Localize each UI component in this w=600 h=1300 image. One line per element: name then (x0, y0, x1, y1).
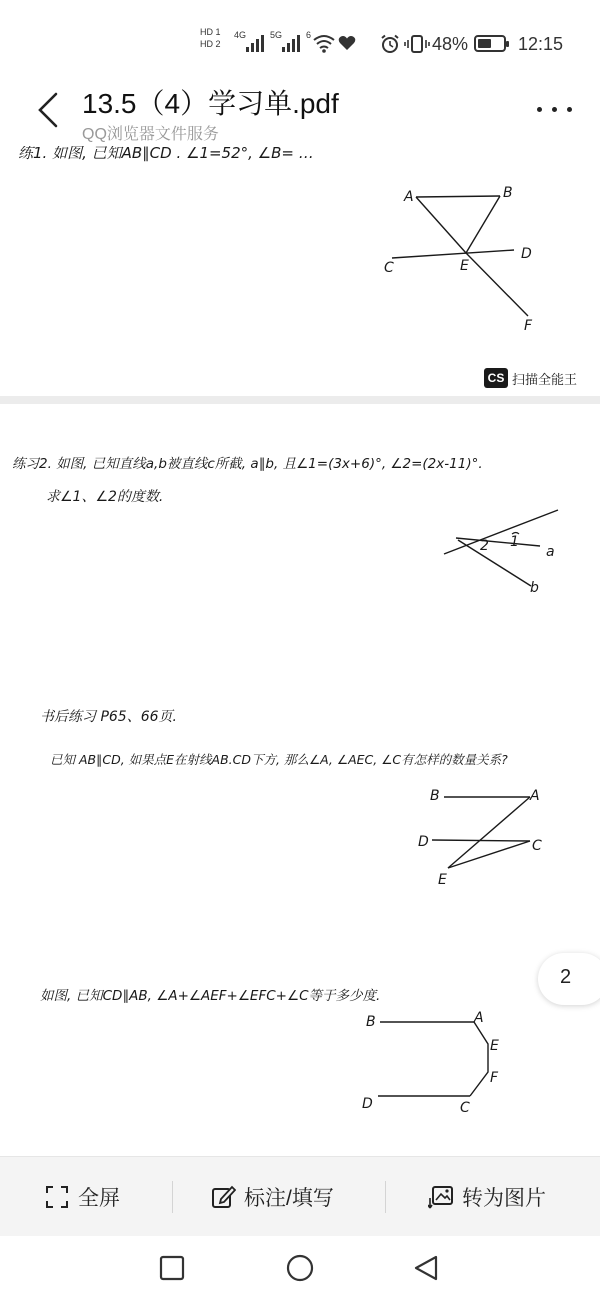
heart-icon (338, 35, 356, 51)
fig1-label-e: E (460, 258, 469, 274)
fullscreen-icon (44, 1184, 70, 1210)
fig3-label-e: E (438, 872, 447, 888)
exercise-1-figure (370, 176, 560, 336)
wifi-gen: 6 (306, 30, 312, 40)
homework-text: 书后练习 P65、66页. (40, 709, 177, 725)
fig2-angle-1: 1 (510, 534, 519, 550)
file-source: QQ浏览器文件服务 (82, 126, 219, 143)
camscanner-logo: CS (484, 368, 508, 388)
signal-2-icon (282, 34, 300, 52)
problem-4-figure (350, 1002, 520, 1122)
fig3-label-c: C (532, 838, 542, 854)
wifi-icon (312, 33, 336, 53)
clock: 12:15 (518, 34, 564, 54)
status-bar (0, 0, 600, 80)
fig1-label-c: C (384, 260, 394, 276)
problem-3-text: 已知 AB∥CD, 如果点E在射线AB.CD下方, 那么∠A, ∠AEC, ∠C有怎样的数量关系? (50, 752, 508, 767)
fig2-line-a: a (546, 544, 555, 560)
problem-3-figure (412, 780, 552, 890)
home-button[interactable] (284, 1252, 316, 1284)
bottom-toolbar (0, 1156, 600, 1236)
toolbar-divider (172, 1181, 173, 1213)
triangle-back-icon (410, 1252, 442, 1284)
exercise-1-text: 练1. 如图, 已知AB∥CD . ∠1=52°, ∠B= … (18, 146, 314, 162)
nav-back-button[interactable] (410, 1252, 442, 1284)
toolbar-divider (385, 1181, 386, 1213)
square-icon (156, 1252, 188, 1284)
back-button[interactable] (30, 88, 70, 132)
annotate-label: 标注/填写 (244, 1187, 334, 1210)
chevron-left-icon (30, 88, 70, 132)
fig3-label-a: A (530, 788, 540, 804)
network-type-2: 5G (270, 30, 283, 40)
fig4-label-b: B (366, 1014, 376, 1030)
recents-button[interactable] (156, 1252, 188, 1284)
scanner-watermark (484, 368, 577, 388)
fig4-label-a: A (474, 1010, 484, 1026)
fig4-label-c: C (460, 1100, 470, 1116)
to-image-button[interactable] (428, 1157, 546, 1237)
problem-4-text: 如图, 已知CD∥AB, ∠A+∠AEF+∠EFC+∠C等于多少度. (40, 988, 381, 1004)
system-nav-bar (0, 1236, 600, 1300)
fullscreen-label: 全屏 (78, 1187, 120, 1210)
more-options-button[interactable] (530, 94, 580, 124)
fig1-label-b: B (503, 185, 513, 201)
page-divider (0, 396, 600, 404)
to-image-label: 转为图片 (462, 1187, 546, 1210)
pdf-page-1 (0, 146, 600, 396)
battery-percent: 48% (432, 34, 469, 54)
exercise-2-line1: 练习2. 如图, 已知直线a,b被直线c所截, a∥b, 且∠1=(3x+6)°, ∠2=(2x-11)°. (12, 456, 483, 472)
fig1-label-a: A (404, 189, 414, 205)
pdf-page-2 (0, 404, 600, 1156)
exercise-2-figure (436, 500, 566, 600)
page-number-badge[interactable] (538, 953, 600, 1005)
file-title: 13.5（4）学习单.pdf (82, 88, 339, 119)
hd1-label: HD 1 (200, 27, 221, 37)
fig3-label-d: D (418, 834, 429, 850)
vibrate-icon (404, 34, 430, 54)
edit-icon (210, 1184, 236, 1210)
fig2-angle-2: 2 (480, 538, 489, 554)
page-number: 2 (560, 966, 572, 988)
alarm-icon (380, 34, 400, 54)
fig4-label-d: D (362, 1096, 373, 1112)
fig3-label-b: B (430, 788, 440, 804)
image-convert-icon (428, 1184, 454, 1210)
fig4-label-f: F (490, 1070, 499, 1086)
fig1-label-d: D (521, 246, 532, 262)
title-bar (0, 80, 600, 146)
fig2-line-b: b (530, 580, 539, 596)
hd-indicator (200, 28, 221, 49)
fullscreen-button[interactable] (44, 1157, 120, 1237)
watermark-text: 扫描全能王 (512, 371, 578, 387)
annotate-button[interactable] (210, 1157, 334, 1237)
exercise-2-line2: 求∠1、∠2的度数. (46, 489, 164, 505)
circle-icon (284, 1252, 316, 1284)
fig4-label-e: E (490, 1038, 499, 1054)
battery-icon (474, 35, 506, 52)
fig1-label-f: F (524, 318, 533, 334)
network-type-1: 4G (234, 30, 247, 40)
hd2-label: HD 2 (200, 39, 221, 49)
signal-1-icon (246, 34, 264, 52)
